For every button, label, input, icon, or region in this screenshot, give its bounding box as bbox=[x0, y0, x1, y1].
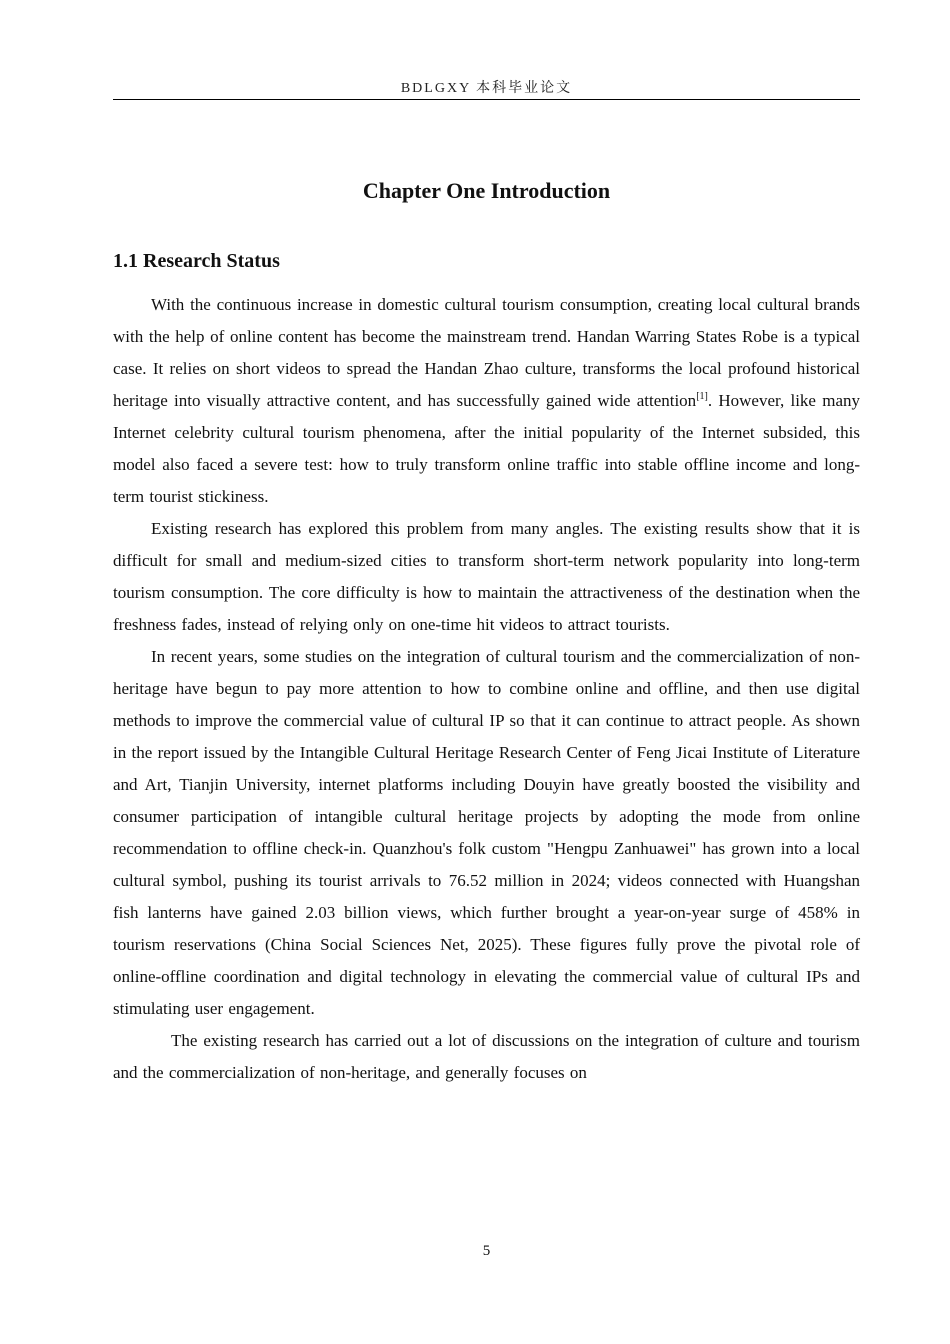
chapter-title: Chapter One Introduction bbox=[362, 178, 611, 203]
running-header: BDLGXY 本科毕业论文 bbox=[400, 81, 573, 96]
paragraph-4: The existing research has carried out a lot of discussions on the integration of culture and tourism and the commercialization of non-heritage, and generally focuses on bbox=[113, 1031, 860, 1082]
citation-marker: [1] bbox=[696, 391, 708, 402]
section-heading: 1.1 Research Status bbox=[113, 250, 280, 272]
page-number: 5 bbox=[482, 1243, 491, 1259]
body-text bbox=[113, 289, 860, 1089]
paragraph-1-text-b: . However, like many Internet celebrity cultural tourism phenomena, after the initial popularity of the Internet subsided, this model also faced a severe test: how to truly transform online traffic into stable offline income and long-term tourist stickiness. bbox=[113, 391, 860, 506]
paragraph-1-text-a: With the continuous increase in domestic cultural tourism consumption, creating local cultural brands with the help of online content has become the mainstream trend. Handan Warring States Robe is a typical case. It relies on short videos to spread the Handan Zhao culture, transforms the local profound historical heritage into visually attractive content, and has successfully gained wide attention bbox=[113, 295, 860, 410]
paragraph-3: In recent years, some studies on the integration of cultural tourism and the commercialization of non-heritage have begun to pay more attention to how to combine online and offline, and then use digital methods to improve the commercial value of cultural IP so that it can continue to attract people. As shown in the report issued by the Intangible Cultural Heritage Research Center of Feng Jicai Institute of Literature and Art, Tianjin University, internet platforms including Douyin have greatly boosted the visibility and consumer participation of intangible cultural heritage projects by adopting the mode from online recommendation to offline check-in. Quanzhou's folk custom "Hengpu Zanhuawei" has grown into a local cultural symbol, pushing its tourist arrivals to 76.52 million in 2024; videos connected with Huangshan fish lanterns have gained 2.03 billion views, which further brought a year-on-year surge of 458% in tourism reservations (China Social Sciences Net, 2025). These figures fully prove the pivotal role of online-offline coordination and digital technology in elevating the commercial value of cultural IPs and stimulating user engagement. bbox=[113, 647, 860, 1018]
paragraph-1 bbox=[113, 289, 860, 513]
paragraph-2: Existing research has explored this problem from many angles. The existing results show that it is difficult for small and medium-sized cities to transform short-term network popularity into long-term tourism consumption. The core difficulty is how to maintain the attractiveness of the destination when the freshness fades, instead of relying only on one-time hit videos to attract tourists. bbox=[113, 519, 860, 634]
header-divider bbox=[113, 99, 860, 100]
